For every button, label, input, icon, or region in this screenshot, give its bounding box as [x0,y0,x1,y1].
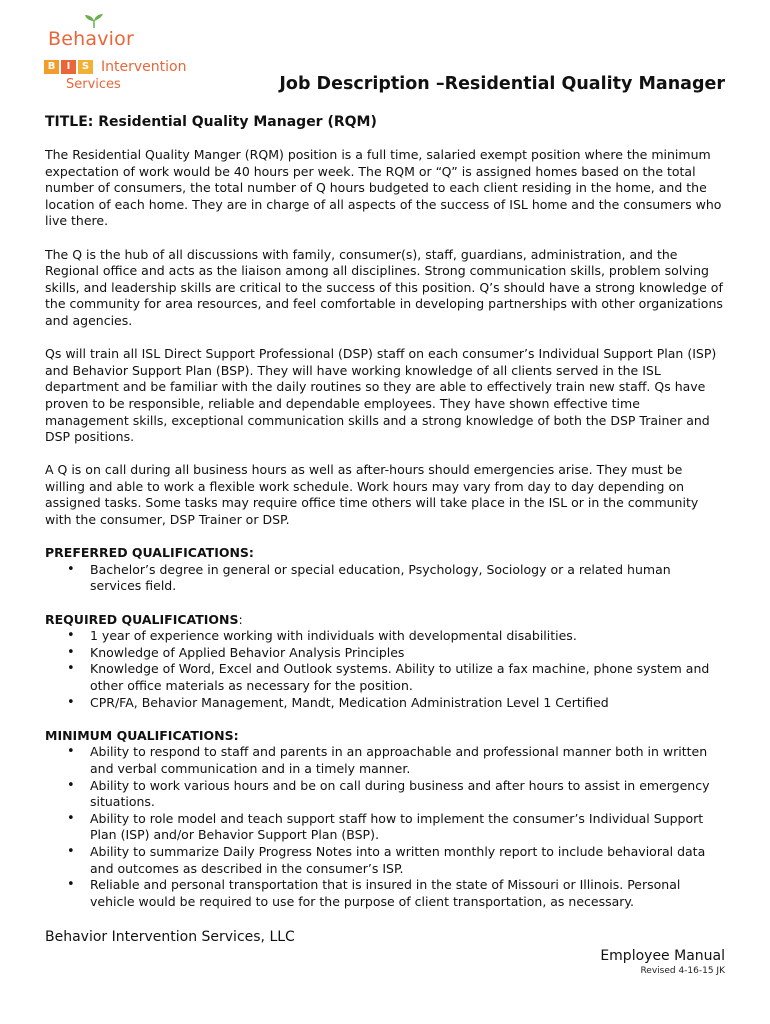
required-heading-text: REQUIRED QUALIFICATIONS [45,611,239,627]
list-item: • Reliable and personal transportation that is insured in the state of Missouri or Illinois. Personal vehicle would be required to use for the purpose of client transportation, as necessary. [90,877,725,910]
revision-note: Revised 4-16-15 JK [640,966,725,976]
company-logo [44,12,194,92]
list-item: • 1 year of experience working with individuals with developmental disabilities. [90,628,725,645]
list-item: • Ability to work various hours and be on call during business and after hours to assist in emergency situations. [90,778,725,811]
paragraph-on-call: A Q is on call during all business hours as well as after-hours should emergencies arise. They must be willing and able to work a flexible work schedule. Work hours may vary from day to day depending on assigned tasks. Some tasks may require office time others will take place in the ISL or in the community with the consumer, DSP Trainer or DSP. [45,462,699,528]
footer-company: Behavior Intervention Services, LLC [45,929,295,945]
logo-letter-boxes [44,60,93,74]
list-item: • Bachelor’s degree in general or special education, Psychology, Sociology or a related human services field. [90,562,725,595]
required-qualifications-list [45,628,725,711]
list-item: • Ability to role model and teach support staff how to implement the consumer’s Individual Support Plan (ISP) and/or Behavior Support Plan (BSP). [90,811,725,844]
document-body [45,147,725,927]
minimum-qualifications-heading: MINIMUM QUALIFICATIONS: [45,727,239,743]
minimum-qualifications-list [45,744,725,910]
list-item: • Ability to summarize Daily Progress Notes into a written monthly report to include behavioral data and outcomes as described in the consumer’s ISP. [90,844,725,877]
paragraph-training: Qs will train all ISL Direct Support Professional (DSP) staff on each consumer’s Individual Support Plan (ISP) and Behavior Support Plan (BSP). They will have working knowledge of all clients served in the ISL department and be familiar with the daily routines so they are able to effectively train new staff. Qs have proven to be responsible, reliable and dependable employees. They have shown effective time management skills, exceptional communication skills and a strong knowledge of both the DSP Trainer and DSP positions. [45,346,717,445]
list-item: • Knowledge of Applied Behavior Analysis Principles [90,645,725,662]
list-item: • Ability to respond to staff and parents in an approachable and professional manner both in written and verbal communication and in a timely manner. [90,744,725,777]
logo-word-behavior: Behavior [48,28,134,50]
position-title: TITLE: Residential Quality Manager (RQM) [45,114,377,130]
preferred-qualifications-heading: PREFERRED QUALIFICATIONS: [45,545,254,561]
list-item: • CPR/FA, Behavior Management, Mandt, Medication Administration Level 1 Certified [90,695,725,712]
sprout-icon [84,14,104,28]
required-qualifications-heading [45,612,725,629]
logo-letter-s: S [78,60,93,74]
footer-manual: Employee Manual [600,948,725,964]
logo-word-services: Services [66,77,121,92]
document-title: Job Description –Residential Quality Manager [279,74,725,94]
required-heading-colon: : [238,611,243,627]
logo-letter-i: I [61,60,76,74]
logo-letter-b: B [44,60,59,74]
logo-word-intervention: Intervention [101,59,187,75]
paragraph-overview: The Residential Quality Manger (RQM) position is a full time, salaried exempt position where the minimum expectation of work would be 40 hours per week. The RQM or “Q” is assigned homes based on the total number of consumers, the total number of Q hours budgeted to each client residing in the home, and the location of each home. They are in charge of all aspects of the success of ISL home and the consumers who live there. [45,147,722,229]
list-item: • Knowledge of Word, Excel and Outlook systems. Ability to utilize a fax machine, phone system and other office materials as necessary for the position. [90,661,725,694]
preferred-qualifications-list [45,562,725,595]
paragraph-hub: The Q is the hub of all discussions with family, consumer(s), staff, guardians, administration, and the Regional office and acts as the liaison among all disciplines. Strong communication skills, problem solving skills, and leadership skills are critical to the success of this position. Q’s should have a strong knowledge of the community for area resources, and feel comfortable in developing partnerships with other organizations and agencies. [45,246,723,328]
